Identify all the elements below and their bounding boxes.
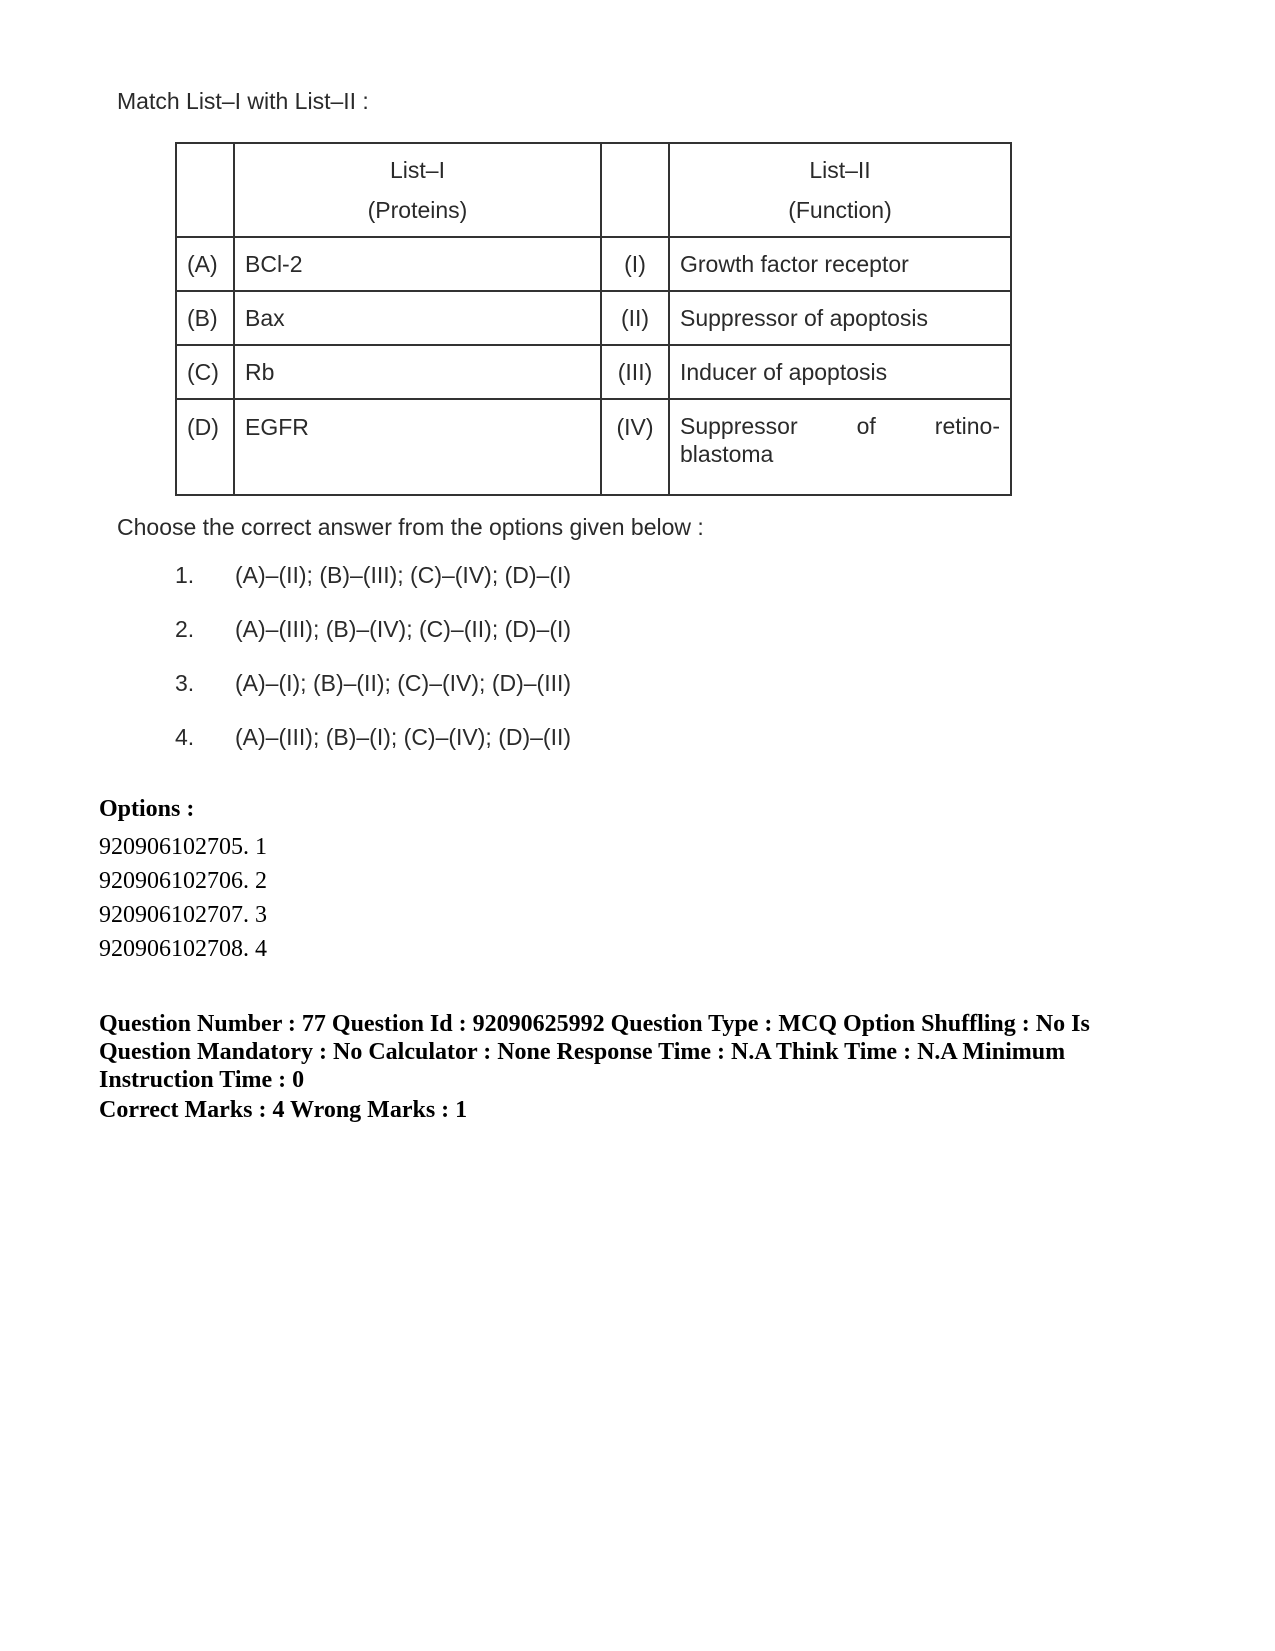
answer-item [175, 724, 571, 778]
function-cell: Inducer of apoptosis [669, 345, 1011, 399]
choose-instruction: Choose the correct answer from the options given below : [117, 514, 704, 540]
answer-item [175, 562, 571, 616]
marks-info: Correct Marks : 4 Wrong Marks : 1 [99, 1097, 468, 1123]
answer-number: 4. [175, 724, 195, 750]
row-label: (C) [176, 345, 234, 399]
option-item: 920906102708. 4 [99, 936, 267, 962]
function-number: (I) [601, 237, 669, 291]
list2-header: List–II (Function) [669, 143, 1011, 237]
answer-number: 1. [175, 562, 195, 588]
function-cell: Suppressor of retino- blastoma [669, 399, 1011, 495]
answer-number: 3. [175, 670, 195, 696]
answer-text: (A)–(III); (B)–(IV); (C)–(II); (D)–(I) [235, 616, 572, 642]
function-cell: Suppressor of apoptosis [669, 291, 1011, 345]
function-cell: Growth factor receptor [669, 237, 1011, 291]
table-row [176, 399, 1011, 495]
row-label: (B) [176, 291, 234, 345]
header-empty-cell [601, 143, 669, 237]
protein-cell: EGFR [234, 399, 601, 495]
table-row [176, 237, 1011, 291]
answer-item [175, 616, 571, 670]
answer-text: (A)–(III); (B)–(I); (C)–(IV); (D)–(II) [235, 724, 572, 750]
table-header-row [176, 143, 1011, 237]
answer-number: 2. [175, 616, 195, 642]
table-row [176, 291, 1011, 345]
match-table [175, 142, 1012, 496]
option-item: 920906102705. 1 [99, 834, 267, 860]
answer-list [175, 562, 571, 778]
row-label: (A) [176, 237, 234, 291]
options-title: Options : [99, 796, 195, 822]
options-list [99, 830, 267, 966]
protein-cell: Rb [234, 345, 601, 399]
answer-text: (A)–(I); (B)–(II); (C)–(IV); (D)–(III) [235, 670, 572, 696]
answer-text: (A)–(II); (B)–(III); (C)–(IV); (D)–(I) [235, 562, 572, 588]
option-item: 920906102707. 3 [99, 902, 267, 928]
list1-header: List–I (Proteins) [234, 143, 601, 237]
header-empty-cell [176, 143, 234, 237]
question-metadata: Question Number : 77 Question Id : 92090625992 Question Type : MCQ Option Shuffling : No Is Question Mandatory : No Calculator : None Response Time : N.A Think Time : N.A Minimum Instruction Time : 0 [99, 1011, 1090, 1093]
option-item: 920906102706. 2 [99, 868, 267, 894]
function-number: (II) [601, 291, 669, 345]
function-number: (IV) [601, 399, 669, 495]
protein-cell: BCl-2 [234, 237, 601, 291]
question-intro: Match List–I with List–II : [117, 88, 369, 114]
table-row [176, 345, 1011, 399]
answer-item [175, 670, 571, 724]
function-number: (III) [601, 345, 669, 399]
row-label: (D) [176, 399, 234, 495]
protein-cell: Bax [234, 291, 601, 345]
